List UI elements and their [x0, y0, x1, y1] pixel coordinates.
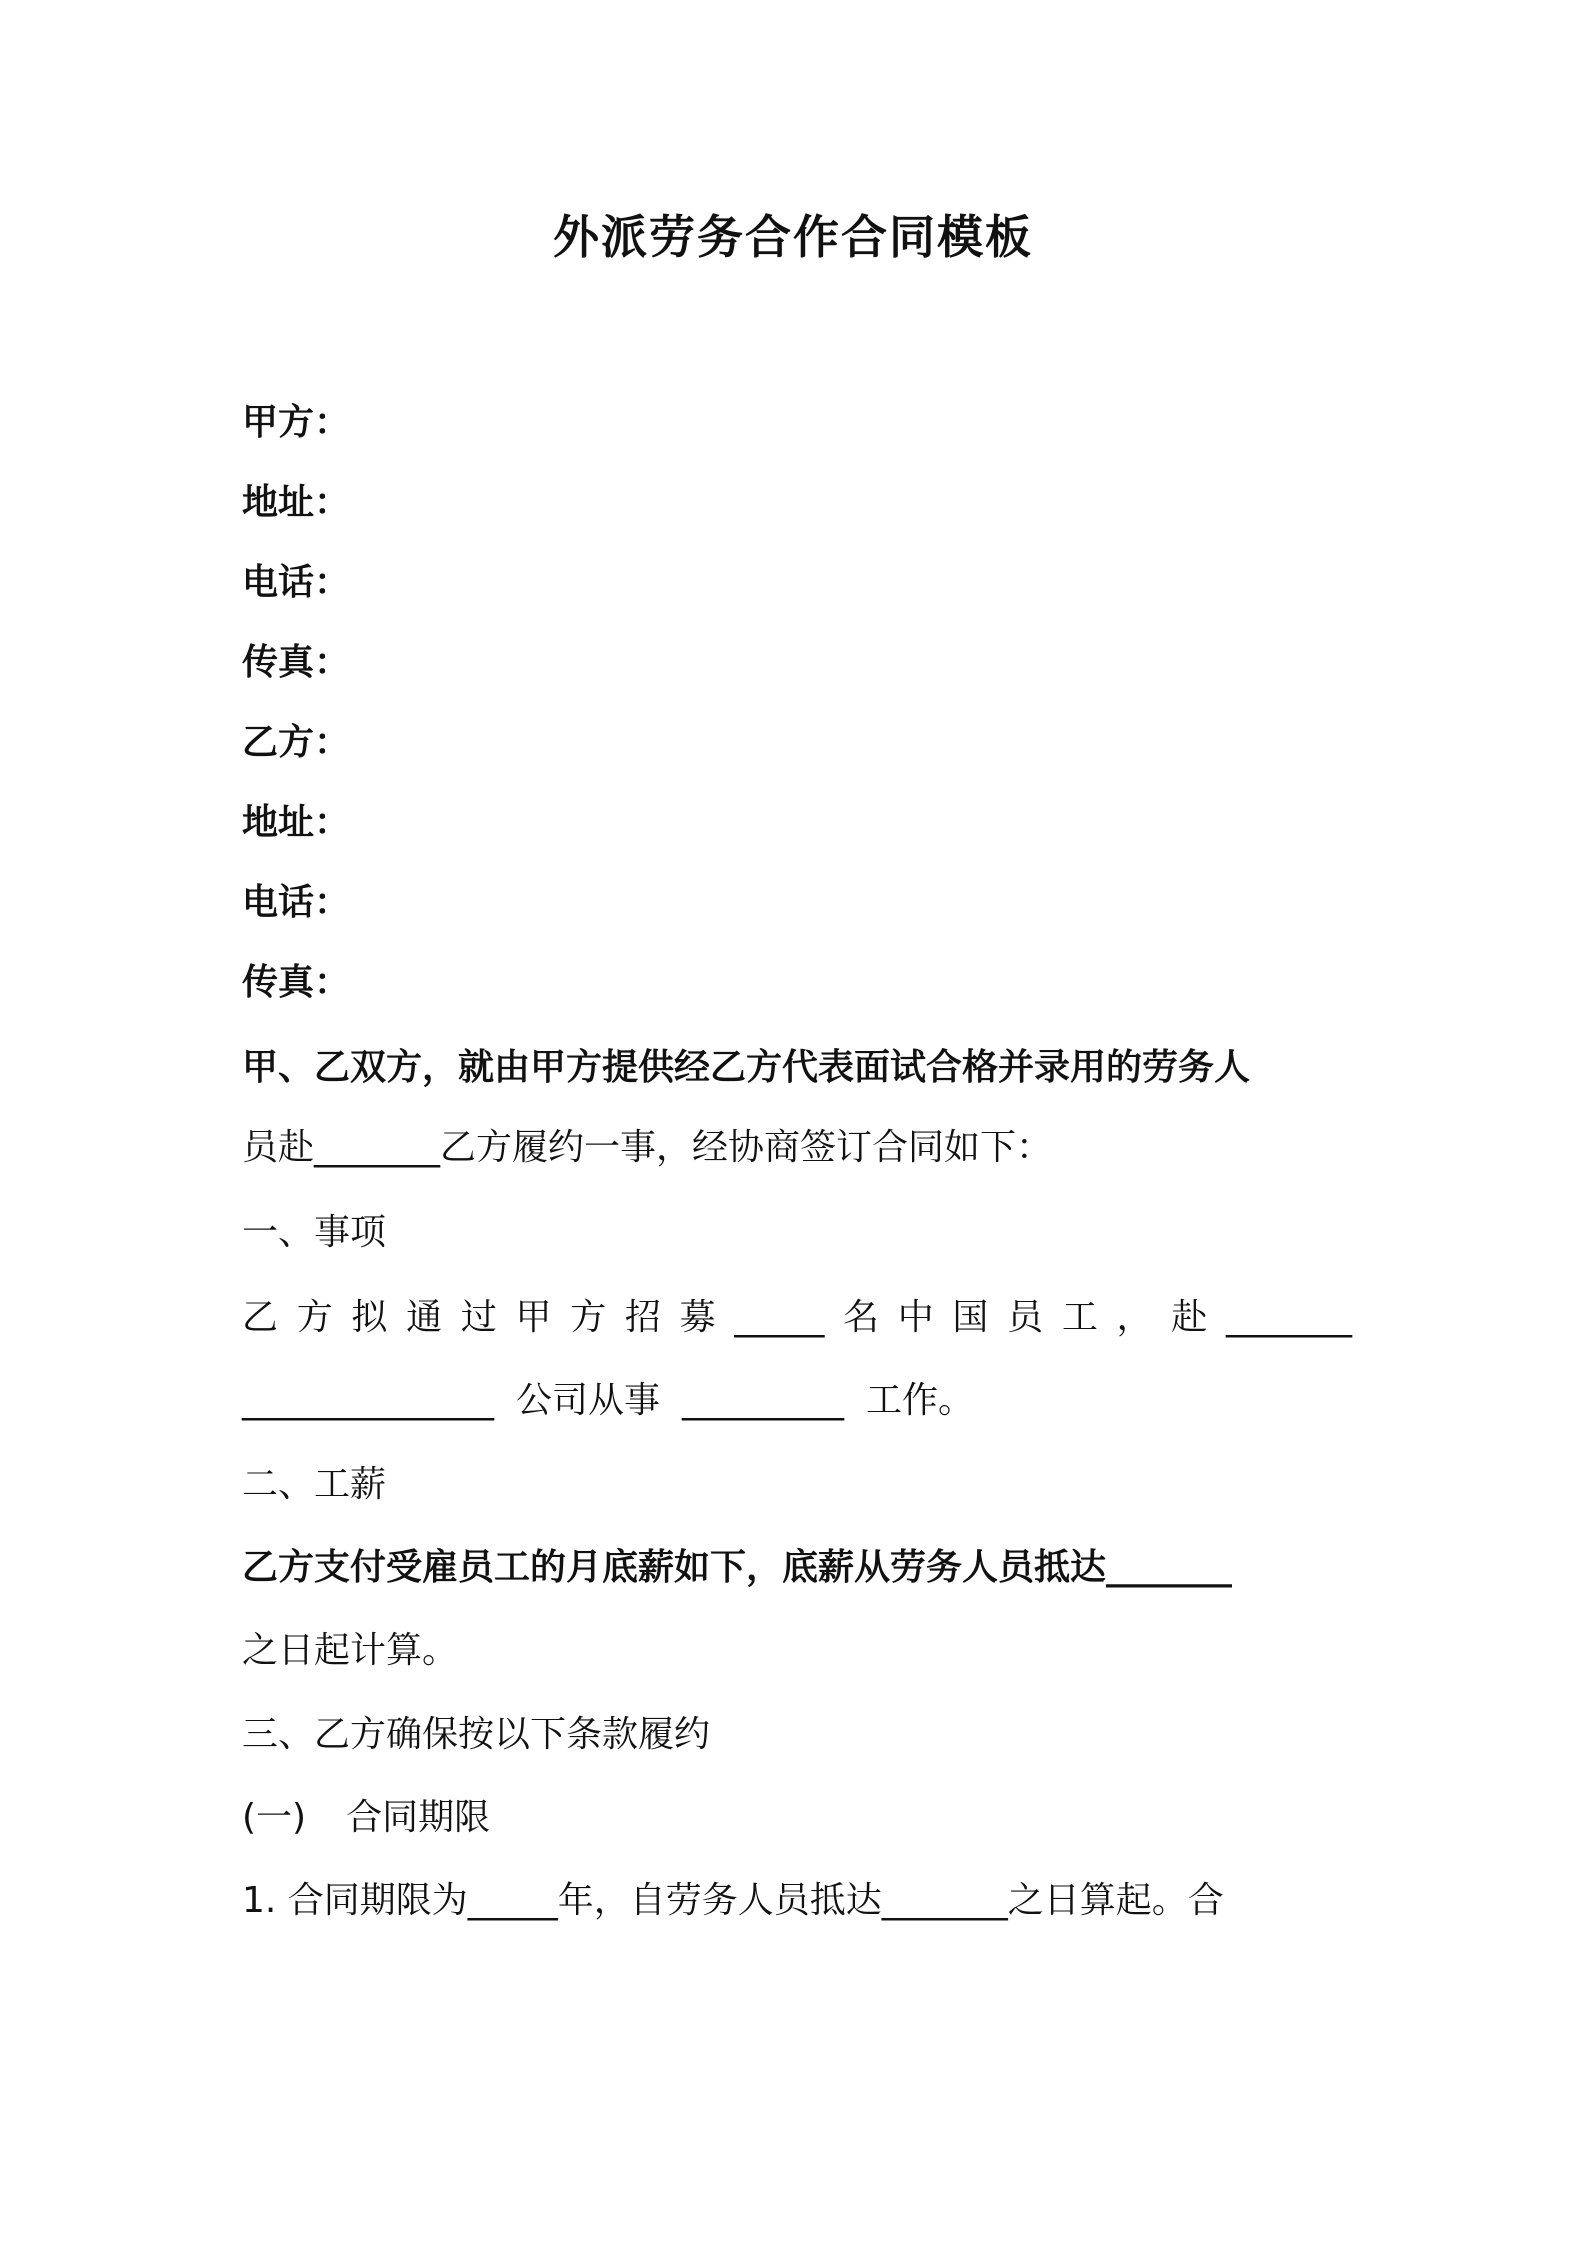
company-blank: ______________	[242, 1380, 494, 1421]
party-b-address-label: 地址：	[242, 802, 351, 843]
clause-1-line: 1. 合同期限为_____年，自劳务人员抵达_______之日算起。合	[242, 1880, 1224, 1921]
s1-char: 名	[843, 1297, 880, 1338]
party-a-fax-label: 传真：	[242, 642, 351, 683]
section-2-line-1: 乙方支付受雇员工的月底薪如下，底薪从劳务人员抵达_______	[242, 1547, 1233, 1588]
party-a-address-label: 地址：	[242, 482, 351, 523]
work-blank: _________	[682, 1380, 845, 1421]
destination-blank: _______	[1225, 1297, 1352, 1338]
s1-char: 过	[460, 1297, 497, 1338]
s1-char: 招	[624, 1297, 661, 1338]
work-text: 工作。	[866, 1380, 975, 1421]
s1-char: 中	[897, 1297, 934, 1338]
section-1-line-2	[242, 1378, 1352, 1425]
s1-char: 募	[679, 1297, 716, 1338]
intro-line-1: 甲、乙双方，就由甲方提供经乙方代表面试合格并录用的劳务人	[242, 1047, 1251, 1088]
section-2-heading: 二、工薪	[242, 1464, 387, 1505]
section-1-line-1	[242, 1295, 1352, 1342]
s1-char: 国	[952, 1297, 989, 1338]
s1-char: 拟	[351, 1297, 388, 1338]
party-a-phone-label: 电话：	[242, 562, 351, 603]
s1-char: 赴	[1171, 1297, 1208, 1338]
s1-char: ，	[1116, 1297, 1153, 1338]
subsection-number: (一)	[242, 1797, 307, 1838]
intro-line-2: 员赴_______乙方履约一事，经协商签订合同如下：	[242, 1127, 1053, 1168]
s1-char: 通	[406, 1297, 443, 1338]
section-1-heading: 一、事项	[242, 1212, 387, 1253]
s1-char: 甲	[515, 1297, 552, 1338]
party-b-label: 乙方：	[242, 722, 351, 763]
section-2-line-2: 之日起计算。	[242, 1630, 459, 1671]
s1-char: 方	[570, 1297, 607, 1338]
section-3-heading: 三、乙方确保按以下条款履约	[242, 1714, 711, 1755]
party-a-label: 甲方：	[242, 402, 351, 443]
s1-char: 工	[1061, 1297, 1098, 1338]
s1-char: 方	[296, 1297, 333, 1338]
s1-char: 员	[1007, 1297, 1044, 1338]
company-engaged-text: 公司从事	[516, 1380, 661, 1421]
subsection-title: 合同期限	[346, 1797, 491, 1838]
subsection-1-heading	[242, 1795, 1352, 1842]
recruit-count-blank: _____	[734, 1297, 825, 1338]
s1-char: 乙	[242, 1297, 279, 1338]
party-b-phone-label: 电话：	[242, 882, 351, 923]
party-b-fax-label: 传真：	[242, 962, 351, 1003]
document-title: 外派劳务合作合同模板	[553, 210, 1033, 264]
